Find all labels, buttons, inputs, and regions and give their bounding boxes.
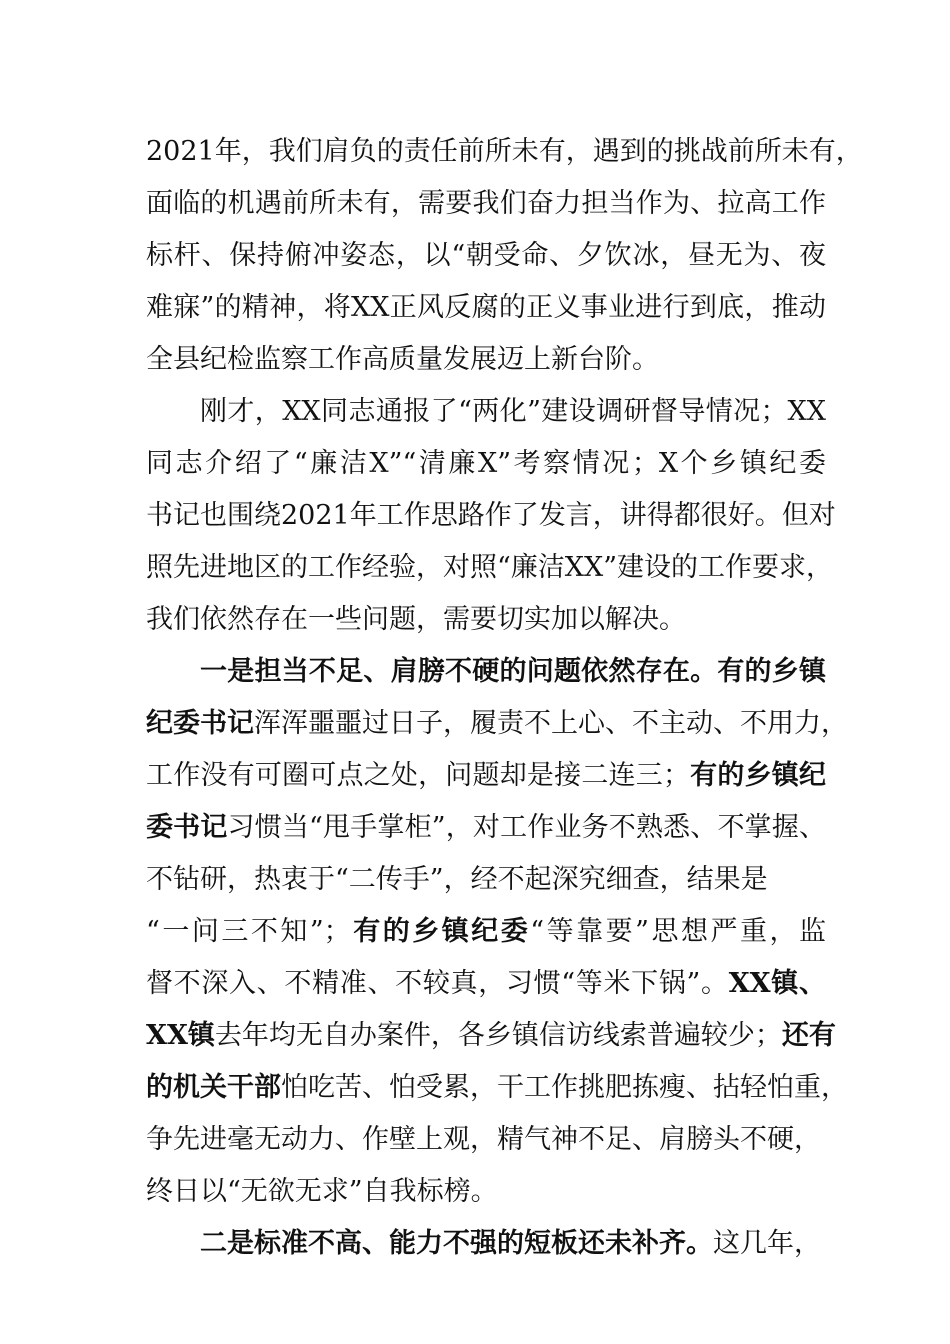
paragraph-line: 全县纪检监察工作高质量发展迈上新台阶。 [146, 344, 659, 375]
paragraph-line: 委书记习惯当“甩手掌柜”，对工作业务不熟悉、不掌握、 [146, 812, 827, 843]
paragraph-line: “一问三不知”；有的乡镇纪委“等靠要”思想严重，监 [146, 916, 827, 947]
paragraph-3 [146, 646, 848, 1218]
paragraph-line: 我们依然存在一些问题，需要切实加以解决。 [146, 604, 686, 635]
paragraph-line: 照先进地区的工作经验，对照“廉洁XX”建设的工作要求， [146, 552, 834, 583]
paragraph-line: 督不深入、不精准、不较真，习惯“等米下锅”。XX镇、 [146, 968, 826, 999]
paragraph-line: 纪委书记浑浑噩噩过日子，履责不上心、不主动、不用力， [146, 708, 848, 739]
paragraph-line: 不钻研，热衷于“二传手”，经不起深究细查，结果是 [146, 864, 768, 895]
paragraph-line: 二是标准不高、能力不强的短板还未补齐。这几年， [200, 1228, 821, 1259]
paragraph-line: 面临的机遇前所未有，需要我们奋力担当作为、拉高工作 [146, 188, 826, 219]
paragraph-line: XX镇去年均无自办案件，各乡镇信访线索普遍较少；还有 [146, 1020, 836, 1051]
paragraph-2 [146, 386, 836, 646]
paragraph-line: 2021年，我们肩负的责任前所未有，遇到的挑战前所未有， [146, 136, 863, 167]
paragraph-line: 标杆、保持俯冲姿态，以“朝受命、夕饮冰，昼无为、夜 [146, 240, 826, 271]
paragraph-line: 难寐”的精神，将XX正风反腐的正义事业进行到底，推动 [146, 292, 826, 323]
document-body [146, 126, 863, 1270]
paragraph-4 [146, 1218, 826, 1270]
paragraph-line: 书记也围绕2021年工作思路作了发言，讲得都很好。但对 [146, 500, 836, 531]
paragraph-line: 工作没有可圈可点之处，问题却是接二连三；有的乡镇纪 [146, 760, 827, 791]
paragraph-line: 终日以“无欲无求”自我标榜。 [146, 1176, 498, 1207]
paragraph-1 [146, 126, 863, 386]
paragraph-line: 的机关干部怕吃苦、怕受累，干工作挑肥拣瘦、拈轻怕重， [146, 1072, 848, 1103]
paragraph-line: 刚才，XX同志通报了“两化”建设调研督导情况；XX [200, 396, 826, 427]
paragraph-line: 同志介绍了“廉洁X”“清廉X”考察情况；X个乡镇纪委 [146, 448, 826, 479]
paragraph-line: 一是担当不足、肩膀不硬的问题依然存在。有的乡镇 [200, 656, 826, 687]
paragraph-line: 争先进毫无动力、作壁上观，精气神不足、肩膀头不硬， [146, 1124, 821, 1155]
